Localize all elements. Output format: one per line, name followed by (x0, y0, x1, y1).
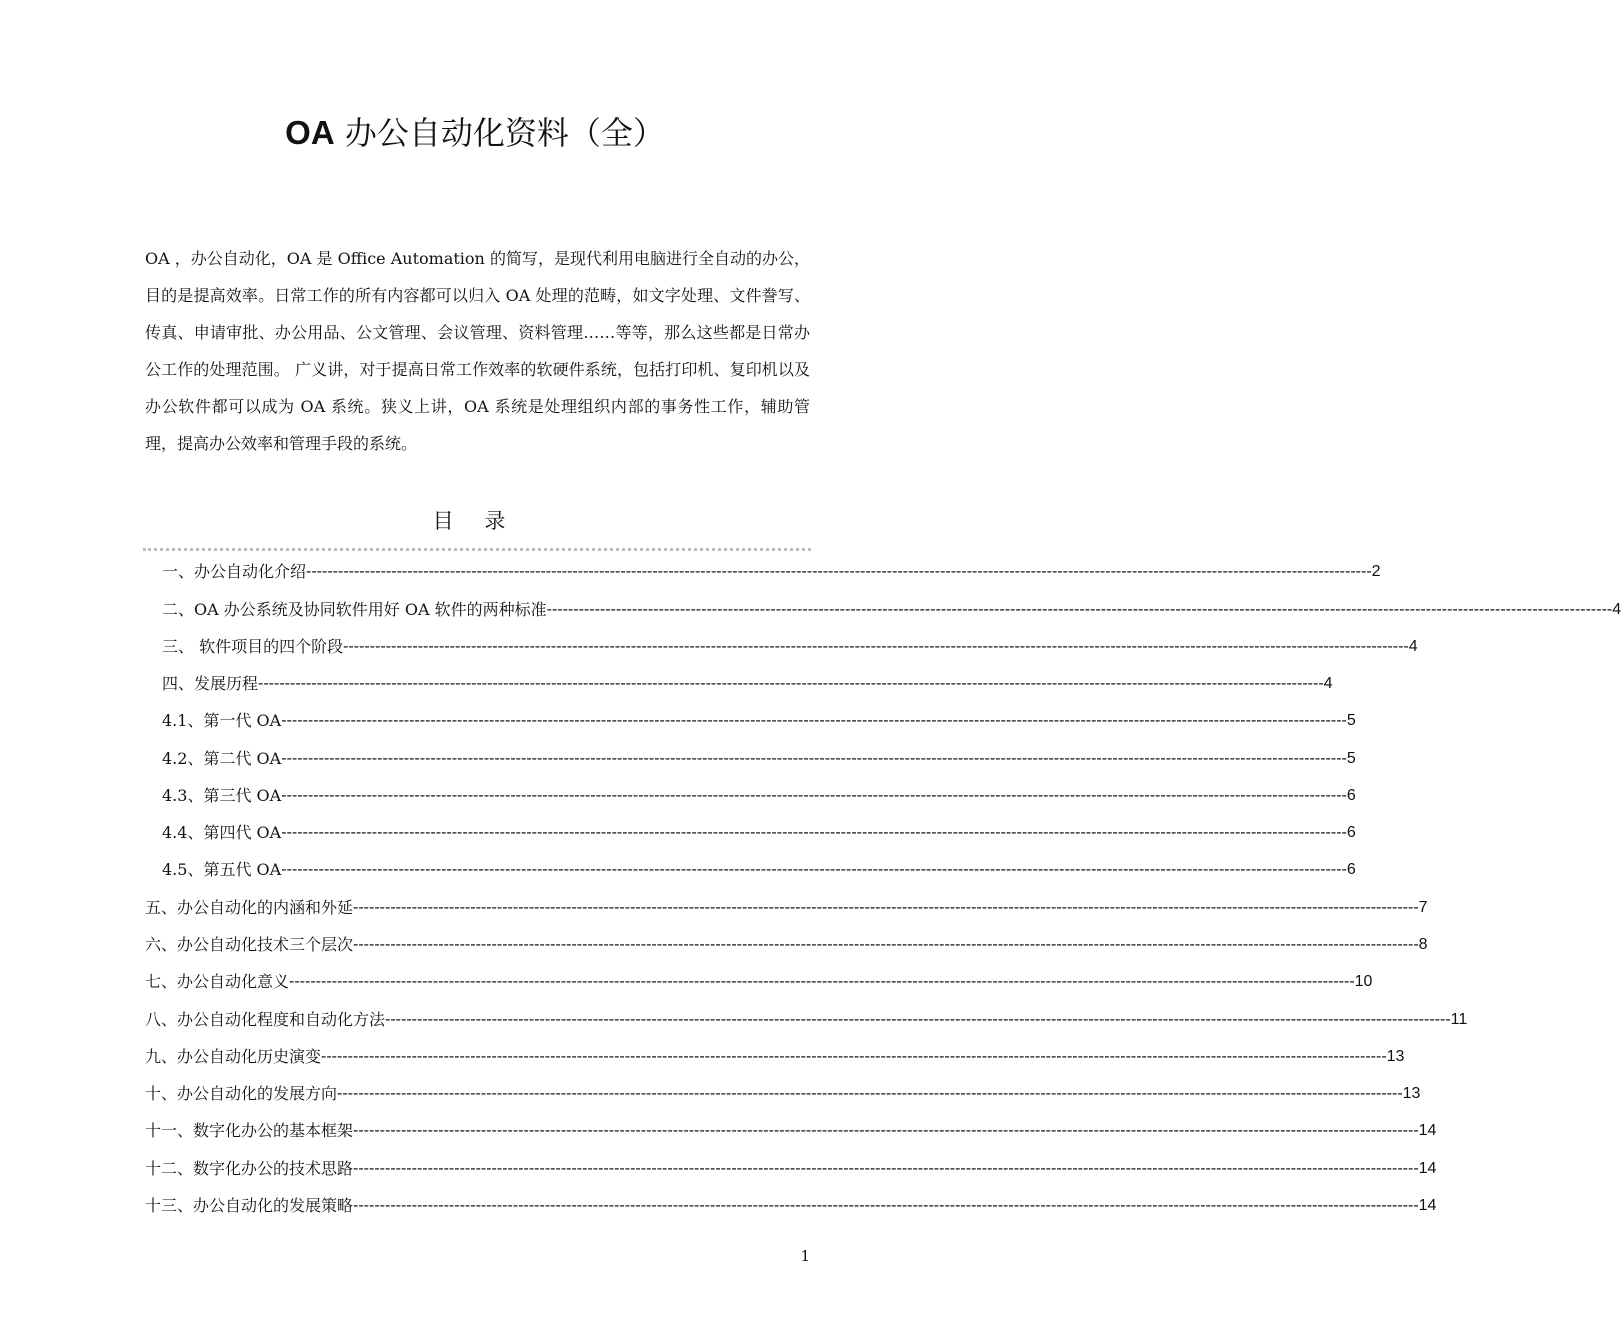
toc-entry-leader: -------------------------------------------------------------------------------------------------------------------------------------------------------------------------------------------------------- (343, 638, 1409, 655)
toc-entry-page: 14 (1418, 1160, 1437, 1177)
toc-entry-page: 6 (1346, 861, 1356, 878)
toc-entry-label: 4.1、第一代 OA (162, 711, 282, 730)
toc-entry-label: 十一、数字化办公的基本框架 (145, 1121, 354, 1140)
toc-entry-label: 一、办公自动化介绍 (162, 562, 307, 581)
toc-entry-label: 4.4、第四代 OA (162, 823, 282, 842)
toc-entry[interactable] (145, 930, 1428, 960)
toc-entry[interactable] (162, 818, 1356, 848)
toc-entry-leader: -------------------------------------------------------------------------------------------------------------------------------------------------------------------------------------------------------- (353, 1160, 1419, 1177)
toc-entry-leader: -------------------------------------------------------------------------------------------------------------------------------------------------------------------------------------------------------- (321, 1048, 1387, 1065)
toc-entry-label: 十、办公自动化的发展方向 (145, 1084, 338, 1103)
toc-entry[interactable] (162, 781, 1356, 811)
toc-entry-label: 二、OA 办公系统及协同软件用好 OA 软件的两种标准 (162, 600, 547, 619)
toc-entry-label: 十三、办公自动化的发展策略 (145, 1196, 354, 1215)
toc-entry-label: 4.2、第二代 OA (162, 749, 282, 768)
toc-entry[interactable] (145, 1191, 1437, 1221)
toc-entry[interactable] (162, 855, 1356, 885)
toc-entry-leader: -------------------------------------------------------------------------------------------------------------------------------------------------------------------------------------------------------- (353, 1122, 1419, 1139)
toc-entry-page: 13 (1386, 1048, 1405, 1065)
toc-entry[interactable] (145, 1116, 1437, 1146)
toc-entry-leader: -------------------------------------------------------------------------------------------------------------------------------------------------------------------------------------------------------- (306, 563, 1372, 580)
toc-divider (143, 548, 811, 551)
toc-entry-leader: -------------------------------------------------------------------------------------------------------------------------------------------------------------------------------------------------------- (281, 712, 1347, 729)
intro-paragraph: OA ，办公自动化，OA 是 Office Automation 的简写，是现代利用电脑进行全自动的办公，目的是提高效率。日常工作的所有内容都可以归入 OA 处理的范畴，如文字处理、文件誊写、传真、申请审批、办公用品、公文管理、会议管理、资料管理……等等，那么这些都是日常办公工作的处理范围。 广义讲，对于提高日常工作效率的软硬件系统，包括打印机、复印机以及办公软件都可以成为 OA 系统。狭义上讲，OA 系统是处理组织内部的事务性工作，辅助管理，提高办公效率和管理手段的系统。 (145, 249, 810, 453)
toc-entry-label: 4.5、第五代 OA (162, 860, 282, 879)
toc-entry-leader: -------------------------------------------------------------------------------------------------------------------------------------------------------------------------------------------------------- (385, 1011, 1451, 1028)
toc-entry[interactable] (162, 595, 1621, 625)
toc-entry-page: 2 (1371, 563, 1381, 580)
toc-entry-page: 6 (1346, 787, 1356, 804)
toc-entry[interactable] (145, 1005, 1468, 1035)
toc-entry-label: 4.3、第三代 OA (162, 786, 282, 805)
toc-entry-label: 三、 软件项目的四个阶段 (162, 637, 344, 656)
toc-entry-leader: -------------------------------------------------------------------------------------------------------------------------------------------------------------------------------------------------------- (353, 899, 1419, 916)
toc-entry[interactable] (145, 967, 1373, 997)
toc-entry[interactable] (162, 744, 1356, 774)
toc-entry-leader: -------------------------------------------------------------------------------------------------------------------------------------------------------------------------------------------------------- (258, 675, 1324, 692)
toc-entry-leader: -------------------------------------------------------------------------------------------------------------------------------------------------------------------------------------------------------- (289, 973, 1355, 990)
toc-entry-page: 11 (1450, 1011, 1468, 1028)
toc-entry-page: 10 (1354, 973, 1373, 990)
toc-entry-label: 八、办公自动化程度和自动化方法 (145, 1010, 386, 1029)
toc-heading: 目 录 (432, 509, 518, 533)
toc-entry[interactable] (145, 1079, 1421, 1109)
toc-entry-leader: -------------------------------------------------------------------------------------------------------------------------------------------------------------------------------------------------------- (281, 787, 1347, 804)
toc-entry-leader: -------------------------------------------------------------------------------------------------------------------------------------------------------------------------------------------------------- (353, 1197, 1419, 1214)
toc-entry-page: 14 (1418, 1197, 1437, 1214)
toc-entry-page: 14 (1418, 1122, 1437, 1139)
toc-entry-leader: -------------------------------------------------------------------------------------------------------------------------------------------------------------------------------------------------------- (281, 750, 1347, 767)
document-title-latin: OA (285, 114, 335, 151)
toc-entry-page: 4 (1612, 601, 1621, 618)
toc-entry-leader: -------------------------------------------------------------------------------------------------------------------------------------------------------------------------------------------------------- (353, 936, 1419, 953)
toc-entry[interactable] (162, 669, 1333, 699)
toc-entry-leader: -------------------------------------------------------------------------------------------------------------------------------------------------------------------------------------------------------- (281, 861, 1347, 878)
toc-entry-page: 7 (1418, 899, 1428, 916)
toc-entry-label: 十二、数字化办公的技术思路 (145, 1159, 354, 1178)
toc-entry-page: 5 (1346, 750, 1356, 767)
toc-entry-leader: -------------------------------------------------------------------------------------------------------------------------------------------------------------------------------------------------------- (337, 1085, 1403, 1102)
toc-entry[interactable] (162, 557, 1381, 587)
toc-entry[interactable] (145, 893, 1428, 923)
page-number: 1 (800, 1247, 810, 1265)
toc-entry-page: 4 (1408, 638, 1418, 655)
toc-entry-label: 七、办公自动化意义 (145, 972, 290, 991)
toc-entry[interactable] (162, 632, 1418, 662)
document-title (0, 110, 950, 156)
toc-entry-label: 六、办公自动化技术三个层次 (145, 935, 354, 954)
toc-entry-label: 九、办公自动化历史演变 (145, 1047, 322, 1066)
toc-entry[interactable] (162, 706, 1356, 736)
toc-entry-page: 13 (1402, 1085, 1421, 1102)
document-title-text: 办公自动化资料（全） (334, 114, 665, 152)
toc-entry-leader: -------------------------------------------------------------------------------------------------------------------------------------------------------------------------------------------------------- (546, 601, 1613, 618)
toc-entry-label: 五、办公自动化的内涵和外延 (145, 898, 354, 917)
toc-entry-page: 6 (1346, 824, 1356, 841)
toc-entry-leader: -------------------------------------------------------------------------------------------------------------------------------------------------------------------------------------------------------- (281, 824, 1347, 841)
toc-entry[interactable] (145, 1154, 1437, 1184)
toc-entry-label: 四、发展历程 (162, 674, 259, 693)
intro-section (145, 240, 810, 462)
toc-entry-page: 5 (1346, 712, 1356, 729)
toc-entry-page: 8 (1418, 936, 1428, 953)
toc-entry-page: 4 (1323, 675, 1333, 692)
toc-entry[interactable] (145, 1042, 1405, 1072)
